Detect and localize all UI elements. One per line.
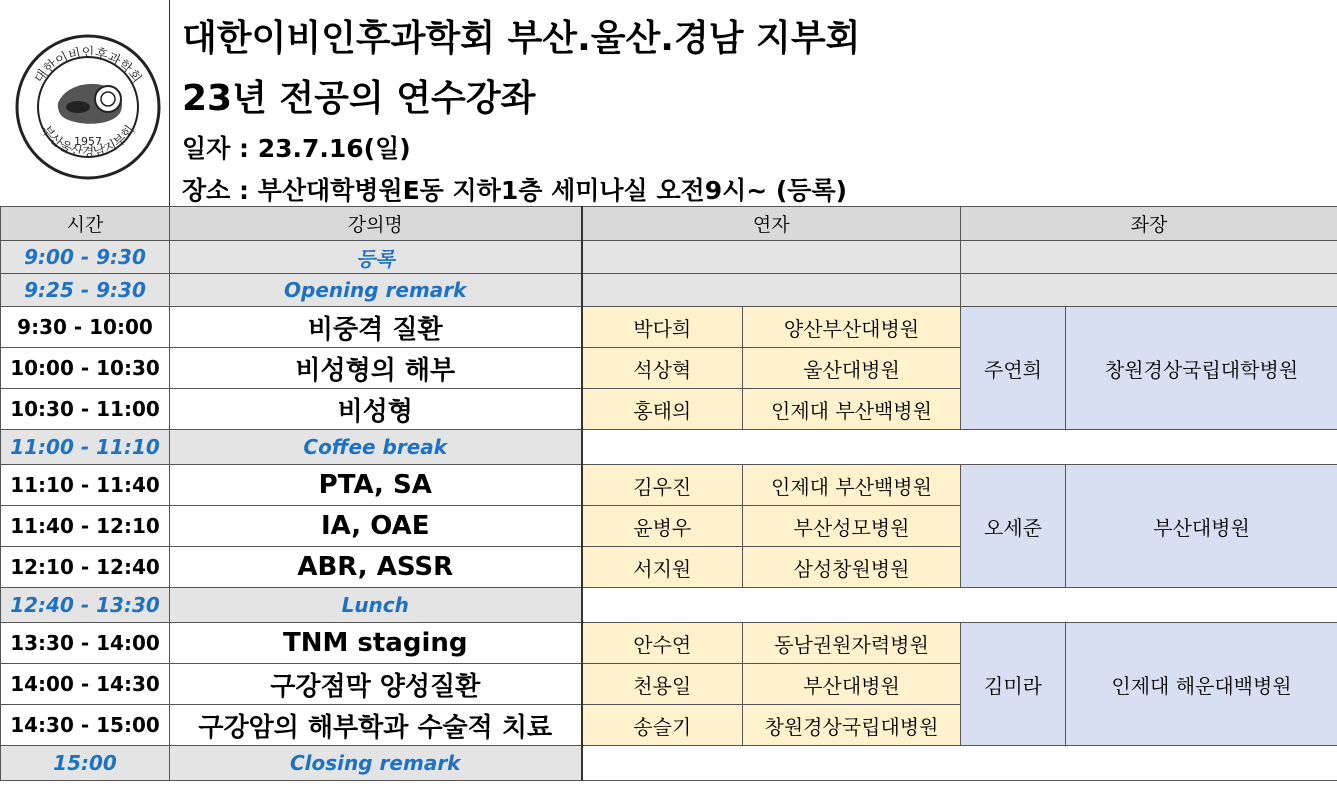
speaker-hospital-cell: 인제대 부산백병원 bbox=[743, 389, 961, 430]
speaker-hospital-cell: 울산대병원 bbox=[743, 348, 961, 389]
time-cell: 14:30 - 15:00 bbox=[1, 705, 170, 746]
speaker-cell: 홍태의 bbox=[582, 389, 743, 430]
date-line: 일자 : 23.7.16(일) bbox=[182, 134, 411, 163]
title-line-2: 23년 전공의 연수강좌 bbox=[182, 78, 536, 119]
chair-hospital-cell: 인제대 해운대백병원 bbox=[1066, 623, 1337, 746]
speaker-cell: 김우진 bbox=[582, 465, 743, 506]
header-divider bbox=[169, 0, 170, 207]
chair-hospital-cell: 창원경상국립대학병원 bbox=[1066, 307, 1337, 430]
lecture-cell: PTA, SA bbox=[170, 465, 582, 506]
empty-cell bbox=[582, 241, 961, 274]
society-seal-logo bbox=[14, 33, 162, 181]
empty-cell bbox=[582, 588, 1337, 623]
speaker-hospital-cell: 창원경상국립대병원 bbox=[743, 705, 961, 746]
speaker-cell: 윤병우 bbox=[582, 506, 743, 547]
time-cell: 12:10 - 12:40 bbox=[1, 547, 170, 588]
time-cell: 9:25 - 9:30 bbox=[1, 274, 170, 307]
chair-cell: 오세준 bbox=[961, 465, 1066, 588]
table-row bbox=[1, 274, 1337, 307]
lecture-cell: Coffee break bbox=[170, 430, 582, 465]
svg-text:부산울산경남지부회: 부산울산경남지부회 bbox=[37, 123, 139, 161]
time-cell: 13:30 - 14:00 bbox=[1, 623, 170, 664]
speaker-cell: 서지원 bbox=[582, 547, 743, 588]
schedule-table bbox=[0, 206, 1337, 781]
time-cell: 9:30 - 10:00 bbox=[1, 307, 170, 348]
time-cell: 12:40 - 13:30 bbox=[1, 588, 170, 623]
lecture-cell: Closing remark bbox=[170, 746, 582, 781]
lecture-cell: 비성형 bbox=[170, 389, 582, 430]
table-header-row bbox=[1, 207, 1337, 241]
speaker-hospital-cell: 동남권원자력병원 bbox=[743, 623, 961, 664]
col-header-time: 시간 bbox=[1, 207, 170, 241]
table-row bbox=[1, 307, 1337, 348]
table-row bbox=[1, 623, 1337, 664]
time-cell: 14:00 - 14:30 bbox=[1, 664, 170, 705]
time-cell: 10:00 - 10:30 bbox=[1, 348, 170, 389]
time-cell: 11:00 - 11:10 bbox=[1, 430, 170, 465]
speaker-cell: 안수연 bbox=[582, 623, 743, 664]
chair-hospital-cell: 부산대병원 bbox=[1066, 465, 1337, 588]
table-row bbox=[1, 241, 1337, 274]
col-header-lecture: 강의명 bbox=[170, 207, 582, 241]
speaker-hospital-cell: 인제대 부산백병원 bbox=[743, 465, 961, 506]
time-cell: 15:00 bbox=[1, 746, 170, 781]
time-cell: 11:40 - 12:10 bbox=[1, 506, 170, 547]
lecture-cell: Opening remark bbox=[170, 274, 582, 307]
lecture-cell: 비중격 질환 bbox=[170, 307, 582, 348]
speaker-hospital-cell: 부산성모병원 bbox=[743, 506, 961, 547]
time-cell: 10:30 - 11:00 bbox=[1, 389, 170, 430]
page-header bbox=[0, 0, 1337, 207]
table-row bbox=[1, 430, 1337, 465]
chair-cell: 주연희 bbox=[961, 307, 1066, 430]
empty-cell bbox=[961, 274, 1337, 307]
empty-cell bbox=[582, 430, 1337, 465]
lecture-cell: 구강암의 해부학과 수술적 치료 bbox=[170, 705, 582, 746]
empty-cell bbox=[582, 746, 1337, 781]
chair-cell: 김미라 bbox=[961, 623, 1066, 746]
lecture-cell: IA, OAE bbox=[170, 506, 582, 547]
speaker-cell: 천용일 bbox=[582, 664, 743, 705]
speaker-hospital-cell: 삼성창원병원 bbox=[743, 547, 961, 588]
speaker-cell: 박다희 bbox=[582, 307, 743, 348]
svg-text:1957: 1957 bbox=[74, 135, 102, 148]
table-row bbox=[1, 746, 1337, 781]
title-line-1: 대한이비인후과학회 부산.울산.경남 지부회 bbox=[182, 18, 861, 59]
empty-cell bbox=[961, 241, 1337, 274]
time-cell: 11:10 - 11:40 bbox=[1, 465, 170, 506]
speaker-hospital-cell: 부산대병원 bbox=[743, 664, 961, 705]
lecture-cell: ABR, ASSR bbox=[170, 547, 582, 588]
table-row bbox=[1, 465, 1337, 506]
empty-cell bbox=[582, 274, 961, 307]
svg-text:대한이비인후과학회: 대한이비인후과학회 bbox=[32, 46, 144, 87]
lecture-cell: 비성형의 해부 bbox=[170, 348, 582, 389]
speaker-hospital-cell: 양산부산대병원 bbox=[743, 307, 961, 348]
table-row bbox=[1, 588, 1337, 623]
col-header-chair: 좌장 bbox=[961, 207, 1337, 241]
speaker-cell: 송슬기 bbox=[582, 705, 743, 746]
speaker-cell: 석상혁 bbox=[582, 348, 743, 389]
lecture-cell: 구강점막 양성질환 bbox=[170, 664, 582, 705]
lecture-cell: TNM staging bbox=[170, 623, 582, 664]
lecture-cell: 등록 bbox=[170, 241, 582, 274]
lecture-cell: Lunch bbox=[170, 588, 582, 623]
col-header-speaker: 연자 bbox=[582, 207, 961, 241]
place-line: 장소 : 부산대학병원E동 지하1층 세미나실 오전9시~ (등록) bbox=[182, 176, 848, 205]
time-cell: 9:00 - 9:30 bbox=[1, 241, 170, 274]
